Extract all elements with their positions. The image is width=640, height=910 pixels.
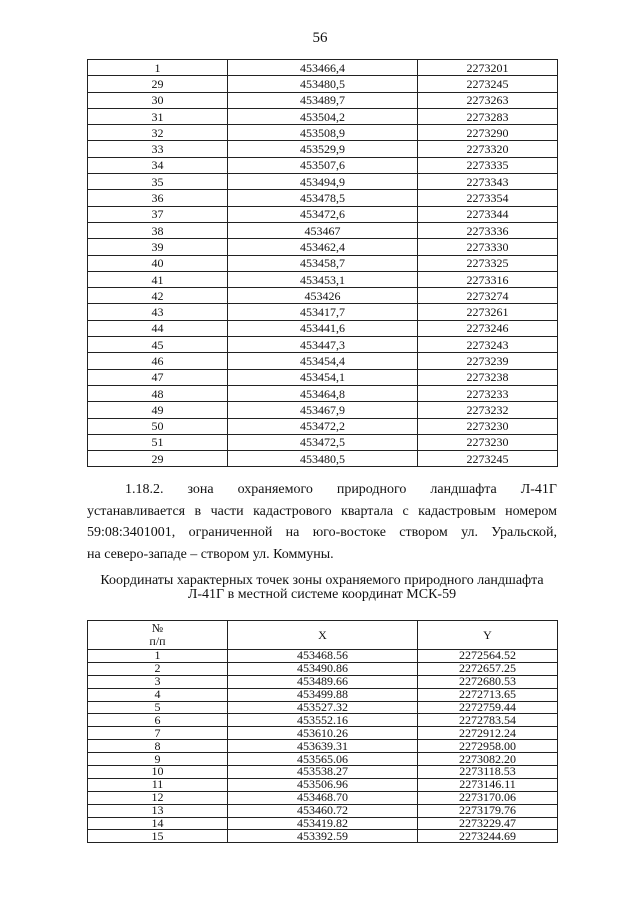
table-row xyxy=(88,60,558,76)
point-number-cell: 37 xyxy=(88,206,228,222)
y-coordinate-cell: 2273274 xyxy=(418,288,558,304)
table-row xyxy=(88,369,558,385)
table-row xyxy=(88,353,558,369)
point-number-cell: 14 xyxy=(88,817,228,830)
header-number-label: п/п xyxy=(149,634,166,648)
header-number-symbol: № xyxy=(151,621,164,635)
y-coordinate-cell: 2273261 xyxy=(418,304,558,320)
y-coordinate-cell: 2273335 xyxy=(418,157,558,173)
point-number-cell: 2 xyxy=(88,662,228,675)
point-number-cell: 46 xyxy=(88,353,228,369)
x-coordinate-cell: 453466,4 xyxy=(228,60,418,76)
x-coordinate-cell: 453506.96 xyxy=(228,778,418,791)
table-row xyxy=(88,727,558,740)
y-coordinate-cell: 2273230 xyxy=(418,434,558,450)
point-number-cell: 7 xyxy=(88,727,228,740)
x-coordinate-cell: 453527.32 xyxy=(228,701,418,714)
point-number-cell: 41 xyxy=(88,271,228,287)
x-coordinate-cell: 453480,5 xyxy=(228,451,418,467)
x-coordinate-cell: 453453,1 xyxy=(228,271,418,287)
x-coordinate-cell: 453467 xyxy=(228,222,418,238)
header-x: X xyxy=(228,621,418,650)
paragraph-line-4: на северо-западе – створом ул. Коммуны. xyxy=(87,546,334,562)
point-number-cell: 39 xyxy=(88,239,228,255)
paragraph-line-1: 1.18.2. зона охраняемого природного ландшафта Л-41Г xyxy=(125,482,557,497)
x-coordinate-cell: 453454,4 xyxy=(228,353,418,369)
y-coordinate-cell: 2273343 xyxy=(418,174,558,190)
x-coordinate-cell: 453529,9 xyxy=(228,141,418,157)
x-coordinate-cell: 453610.26 xyxy=(228,727,418,740)
x-coordinate-cell: 453499.88 xyxy=(228,688,418,701)
table-row xyxy=(88,434,558,450)
point-number-cell: 48 xyxy=(88,385,228,401)
point-number-cell: 3 xyxy=(88,675,228,688)
table2-header-row xyxy=(88,621,558,650)
y-coordinate-cell: 2273263 xyxy=(418,92,558,108)
table-row xyxy=(88,239,558,255)
y-coordinate-cell: 2273170.06 xyxy=(418,791,558,804)
table2-body xyxy=(88,650,558,843)
x-coordinate-cell: 453472,2 xyxy=(228,418,418,434)
table-row xyxy=(88,320,558,336)
x-coordinate-cell: 453472,5 xyxy=(228,434,418,450)
table-row xyxy=(88,141,558,157)
point-number-cell: 33 xyxy=(88,141,228,157)
x-coordinate-cell: 453441,6 xyxy=(228,320,418,336)
point-number-cell: 47 xyxy=(88,369,228,385)
table-row xyxy=(88,255,558,271)
y-coordinate-cell: 2273230 xyxy=(418,418,558,434)
x-coordinate-cell: 453552.16 xyxy=(228,714,418,727)
y-coordinate-cell: 2272657.25 xyxy=(418,662,558,675)
y-coordinate-cell: 2273320 xyxy=(418,141,558,157)
table-title-line-1: Координаты характерных точек зоны охраняемого природного ландшафта xyxy=(100,573,544,588)
x-coordinate-cell: 453468.56 xyxy=(228,650,418,663)
table-row xyxy=(88,174,558,190)
y-coordinate-cell: 2272713.65 xyxy=(418,688,558,701)
x-coordinate-cell: 453460.72 xyxy=(228,804,418,817)
point-number-cell: 11 xyxy=(88,778,228,791)
point-number-cell: 32 xyxy=(88,125,228,141)
table-row xyxy=(88,337,558,353)
y-coordinate-cell: 2273336 xyxy=(418,222,558,238)
point-number-cell: 12 xyxy=(88,791,228,804)
y-coordinate-cell: 2273238 xyxy=(418,369,558,385)
y-coordinate-cell: 2272912.24 xyxy=(418,727,558,740)
table-row xyxy=(88,92,558,108)
table-row xyxy=(88,385,558,401)
x-coordinate-cell: 453508,9 xyxy=(228,125,418,141)
x-coordinate-cell: 453478,5 xyxy=(228,190,418,206)
y-coordinate-cell: 2273082.20 xyxy=(418,753,558,766)
point-number-cell: 15 xyxy=(88,830,228,843)
x-coordinate-cell: 453392.59 xyxy=(228,830,418,843)
point-number-cell: 42 xyxy=(88,288,228,304)
point-number-cell: 40 xyxy=(88,255,228,271)
table-row xyxy=(88,108,558,124)
table-row xyxy=(88,157,558,173)
x-coordinate-cell: 453417,7 xyxy=(228,304,418,320)
page-number: 56 xyxy=(312,30,328,46)
point-number-cell: 49 xyxy=(88,402,228,418)
x-coordinate-cell: 453426 xyxy=(228,288,418,304)
point-number-cell: 29 xyxy=(88,76,228,92)
y-coordinate-cell: 2273344 xyxy=(418,206,558,222)
zone-description-paragraph xyxy=(87,479,557,565)
x-coordinate-cell: 453464,8 xyxy=(228,385,418,401)
coordinates-table-msk59 xyxy=(87,620,558,843)
point-number-cell: 30 xyxy=(88,92,228,108)
y-coordinate-cell: 2273243 xyxy=(418,337,558,353)
x-coordinate-cell: 453462,4 xyxy=(228,239,418,255)
table-row xyxy=(88,830,558,843)
y-coordinate-cell: 2273232 xyxy=(418,402,558,418)
table-row xyxy=(88,222,558,238)
y-coordinate-cell: 2273179.76 xyxy=(418,804,558,817)
point-number-cell: 4 xyxy=(88,688,228,701)
point-number-cell: 13 xyxy=(88,804,228,817)
header-number xyxy=(88,621,228,650)
x-coordinate-cell: 453468.70 xyxy=(228,791,418,804)
table-row xyxy=(88,402,558,418)
y-coordinate-cell: 2272783.54 xyxy=(418,714,558,727)
point-number-cell: 43 xyxy=(88,304,228,320)
table-row xyxy=(88,288,558,304)
point-number-cell: 44 xyxy=(88,320,228,336)
point-number-cell: 29 xyxy=(88,451,228,467)
x-coordinate-cell: 453490.86 xyxy=(228,662,418,675)
y-coordinate-cell: 2273246 xyxy=(418,320,558,336)
x-coordinate-cell: 453447,3 xyxy=(228,337,418,353)
x-coordinate-cell: 453565.06 xyxy=(228,753,418,766)
table-row xyxy=(88,740,558,753)
x-coordinate-cell: 453480,5 xyxy=(228,76,418,92)
table-row xyxy=(88,190,558,206)
x-coordinate-cell: 453538.27 xyxy=(228,766,418,779)
y-coordinate-cell: 2273239 xyxy=(418,353,558,369)
x-coordinate-cell: 453639.31 xyxy=(228,740,418,753)
x-coordinate-cell: 453458,7 xyxy=(228,255,418,271)
x-coordinate-cell: 453504,2 xyxy=(228,108,418,124)
x-coordinate-cell: 453494,9 xyxy=(228,174,418,190)
paragraph-line-2: устанавливается в части кадастрового квартала с кадастровым номером xyxy=(87,503,557,519)
x-coordinate-cell: 453454,1 xyxy=(228,369,418,385)
table1-body xyxy=(88,60,558,467)
coordinates-table-continued xyxy=(87,59,558,467)
table-title-line-2: Л-41Г в местной системе координат МСК-59 xyxy=(187,587,457,602)
y-coordinate-cell: 2272680.53 xyxy=(418,675,558,688)
header-y: Y xyxy=(418,621,558,650)
y-coordinate-cell: 2273330 xyxy=(418,239,558,255)
point-number-cell: 51 xyxy=(88,434,228,450)
table-row xyxy=(88,714,558,727)
table-row xyxy=(88,206,558,222)
y-coordinate-cell: 2272564.52 xyxy=(418,650,558,663)
point-number-cell: 50 xyxy=(88,418,228,434)
point-number-cell: 35 xyxy=(88,174,228,190)
table-row xyxy=(88,271,558,287)
y-coordinate-cell: 2273118.53 xyxy=(418,766,558,779)
y-coordinate-cell: 2273233 xyxy=(418,385,558,401)
y-coordinate-cell: 2272958.00 xyxy=(418,740,558,753)
y-coordinate-cell: 2273245 xyxy=(418,76,558,92)
y-coordinate-cell: 2273229.47 xyxy=(418,817,558,830)
y-coordinate-cell: 2273146.11 xyxy=(418,778,558,791)
point-number-cell: 9 xyxy=(88,753,228,766)
y-coordinate-cell: 2272759.44 xyxy=(418,701,558,714)
point-number-cell: 10 xyxy=(88,766,228,779)
y-coordinate-cell: 2273354 xyxy=(418,190,558,206)
table-row xyxy=(88,451,558,467)
point-number-cell: 1 xyxy=(88,60,228,76)
y-coordinate-cell: 2273283 xyxy=(418,108,558,124)
table-row xyxy=(88,125,558,141)
y-coordinate-cell: 2273244.69 xyxy=(418,830,558,843)
y-coordinate-cell: 2273316 xyxy=(418,271,558,287)
x-coordinate-cell: 453419.82 xyxy=(228,817,418,830)
point-number-cell: 5 xyxy=(88,701,228,714)
table-title xyxy=(87,574,557,602)
point-number-cell: 36 xyxy=(88,190,228,206)
x-coordinate-cell: 453507,6 xyxy=(228,157,418,173)
y-coordinate-cell: 2273325 xyxy=(418,255,558,271)
y-coordinate-cell: 2273245 xyxy=(418,451,558,467)
point-number-cell: 31 xyxy=(88,108,228,124)
x-coordinate-cell: 453467,9 xyxy=(228,402,418,418)
y-coordinate-cell: 2273201 xyxy=(418,60,558,76)
table-row xyxy=(88,304,558,320)
x-coordinate-cell: 453489,7 xyxy=(228,92,418,108)
point-number-cell: 8 xyxy=(88,740,228,753)
x-coordinate-cell: 453472,6 xyxy=(228,206,418,222)
point-number-cell: 38 xyxy=(88,222,228,238)
point-number-cell: 1 xyxy=(88,650,228,663)
table-row xyxy=(88,418,558,434)
y-coordinate-cell: 2273290 xyxy=(418,125,558,141)
point-number-cell: 45 xyxy=(88,337,228,353)
point-number-cell: 34 xyxy=(88,157,228,173)
point-number-cell: 6 xyxy=(88,714,228,727)
x-coordinate-cell: 453489.66 xyxy=(228,675,418,688)
paragraph-line-3: 59:08:3401001, ограниченной на юго-востоке створом ул. Уральской, xyxy=(87,525,557,540)
table-row xyxy=(88,76,558,92)
